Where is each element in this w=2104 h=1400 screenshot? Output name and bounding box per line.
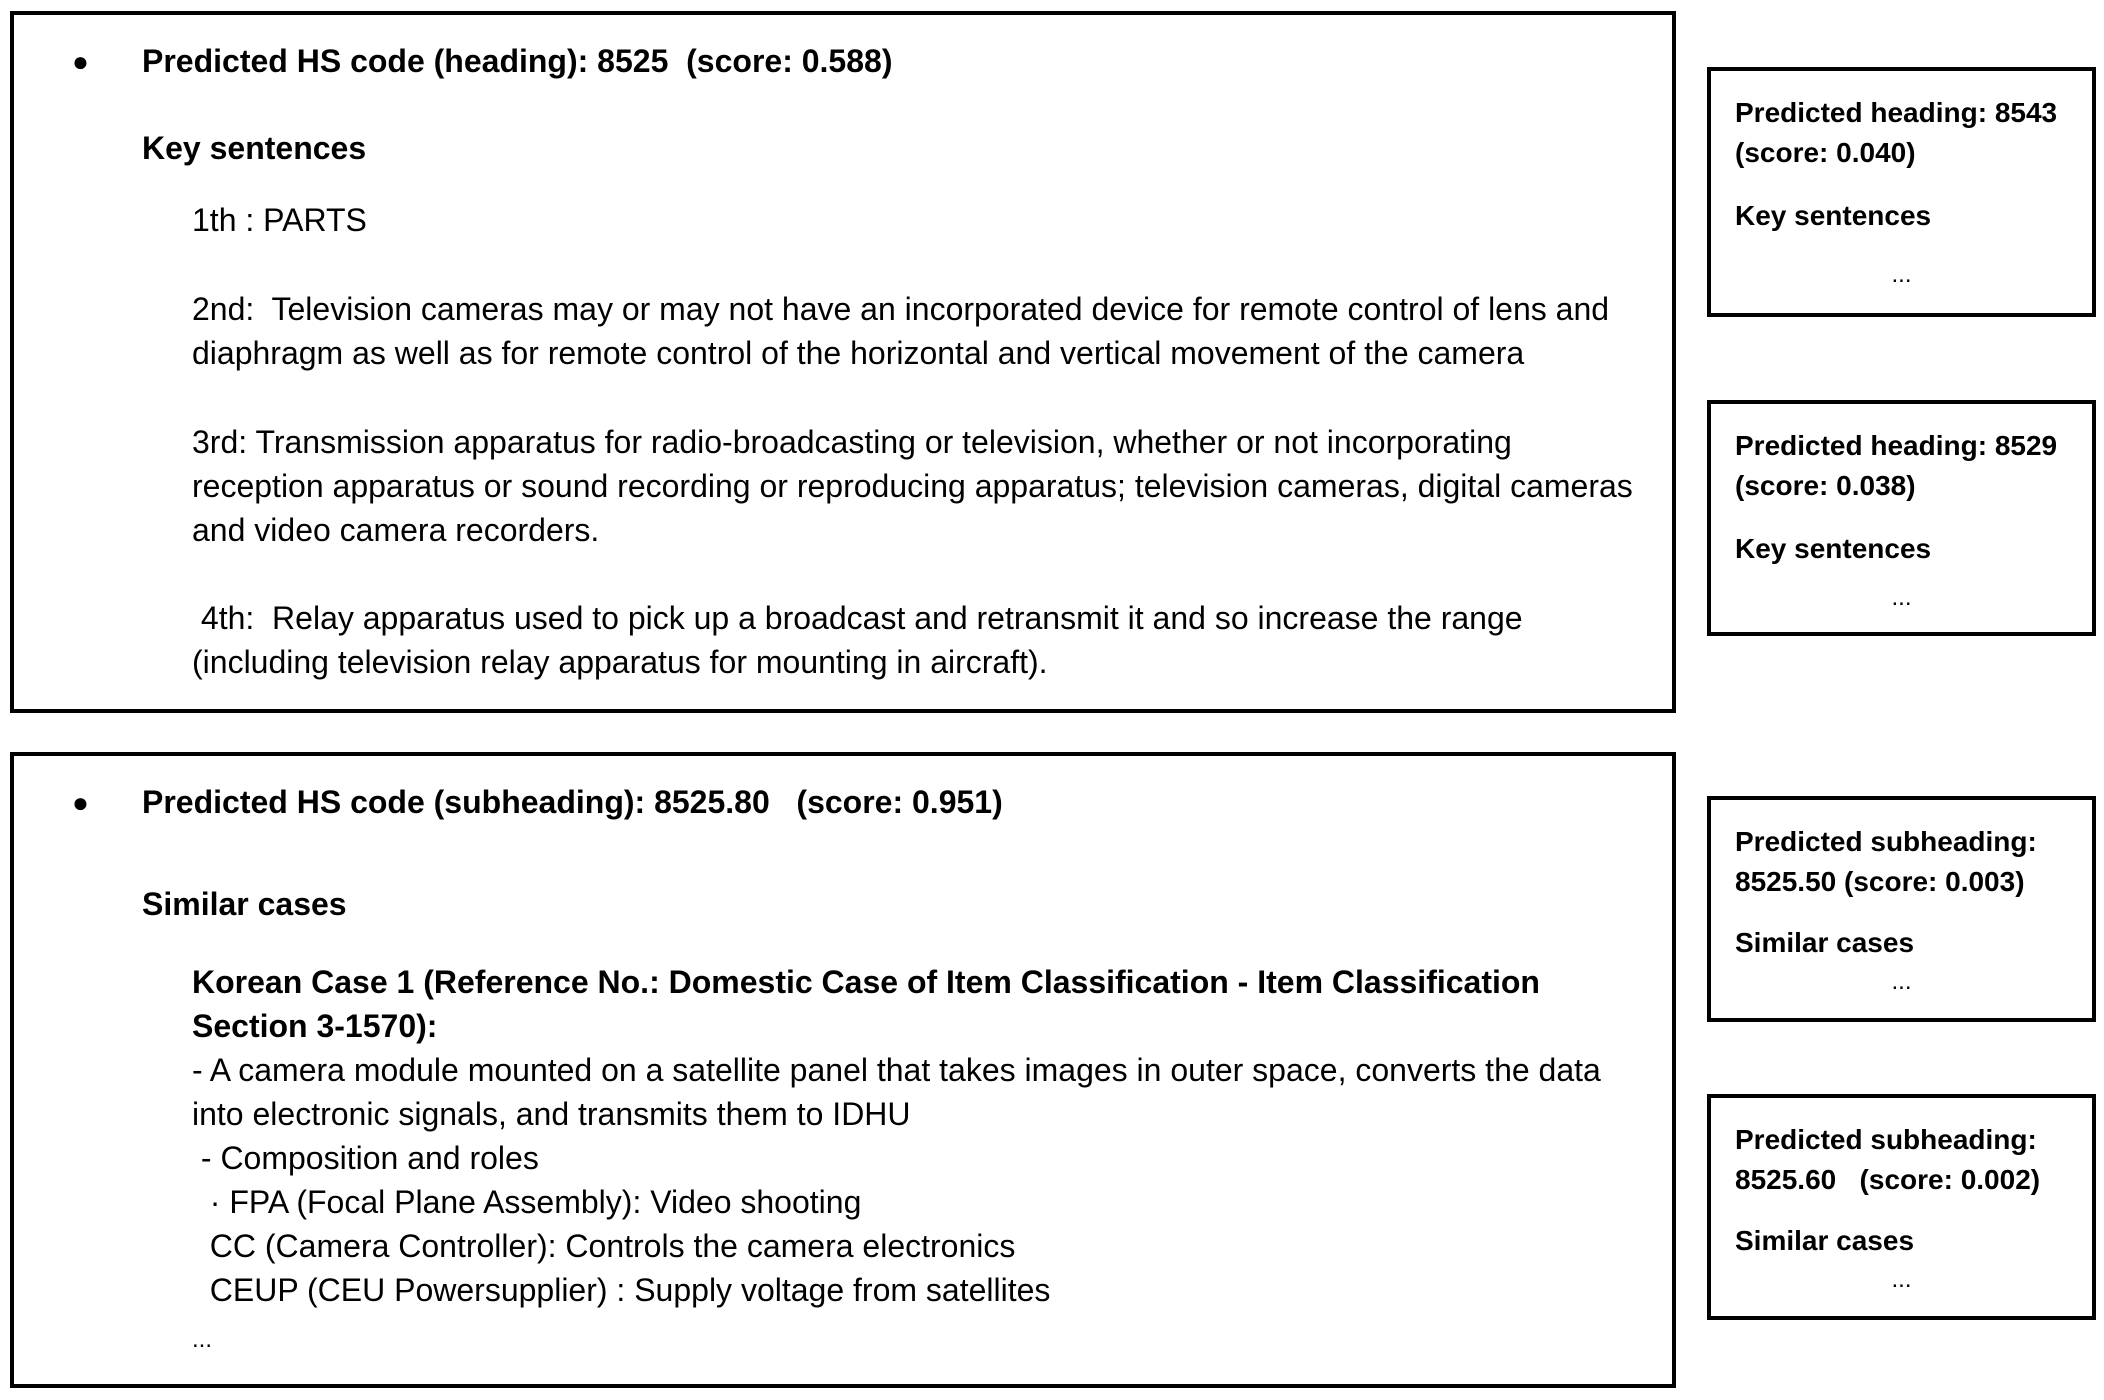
key-sentence-4: 4th: Relay apparatus used to pick up a broadcast and retransmit it and so increase the range (including television relay apparatus for mounting in aircraft). — [192, 600, 1523, 680]
key-sentence-2: 2nd: Television cameras may or may not have an incorporated device for remote control of lens and diaphragm as well as for remote control of the horizontal and vertical movement of the camera — [192, 291, 1610, 371]
case-ellipsis: ... — [192, 1326, 213, 1353]
key-sentences-label: Key sentences — [142, 130, 367, 166]
alt-heading-title: Predicted heading: 8543 (score: 0.040) — [1735, 97, 2058, 168]
alt-subheading-title: Predicted subheading: 8525.60 (score: 0.002) — [1735, 1124, 2041, 1195]
alt-key-sentences-label: Key sentences — [1735, 533, 1932, 564]
alt-subheading-title: Predicted subheading: 8525.50 (score: 0.003) — [1735, 826, 2037, 897]
key-sentence-3: 3rd: Transmission apparatus for radio-broadcasting or television, whether or not incorporating reception apparatus or sound recording or reproducing apparatus; television cameras, digital cameras and video camera recorders. — [192, 424, 1633, 548]
alt-ellipsis: ... — [1891, 584, 1912, 611]
alt-similar-cases-label: Similar cases — [1735, 927, 1915, 958]
heading-prediction-panel — [10, 11, 1676, 713]
korean-case-title: Korean Case 1 (Reference No.: Domestic Case of Item Classification - Item Classification Section 3-1570): — [192, 964, 1540, 1044]
alt-heading-box-8529 — [1707, 400, 2096, 636]
alt-similar-cases-label: Similar cases — [1735, 1225, 1915, 1256]
alt-ellipsis: ... — [1891, 1266, 1912, 1293]
alt-heading-box-8543 — [1707, 67, 2096, 317]
alt-key-sentences-label: Key sentences — [1735, 200, 1932, 231]
alt-subheading-box-8525-50 — [1707, 796, 2096, 1022]
key-sentence-1: 1th : PARTS — [192, 202, 367, 238]
subheading-prediction-panel — [10, 752, 1676, 1388]
bullet-icon: ● — [72, 787, 89, 818]
alt-ellipsis: ... — [1891, 968, 1912, 995]
subheading-prediction-title: Predicted HS code (subheading): 8525.80 (score: 0.951) — [142, 784, 1003, 820]
alt-ellipsis: ... — [1891, 261, 1912, 288]
heading-prediction-title: Predicted HS code (heading): 8525 (score: 0.588) — [142, 43, 893, 79]
alt-heading-title: Predicted heading: 8529 (score: 0.038) — [1735, 430, 2058, 501]
alt-subheading-box-8525-60 — [1707, 1094, 2096, 1320]
korean-case-body: - A camera module mounted on a satellite panel that takes images in outer space, converts the data into electronic signals, and transmits them to IDHU - Composition and roles · FPA (Focal Plane Assembly): Video shooting CC (Camera Controller): Controls the camera electronics CEUP (CEU Powersupplier) : Supply voltage from satellites — [192, 1052, 1601, 1308]
bullet-icon: ● — [72, 46, 89, 77]
similar-cases-label: Similar cases — [142, 886, 347, 922]
